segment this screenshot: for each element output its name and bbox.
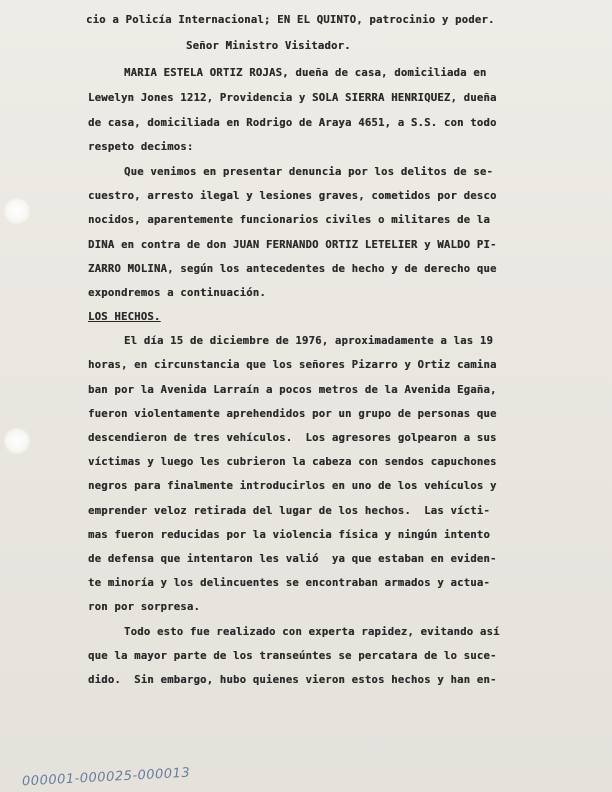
- text-line: MARIA ESTELA ORTIZ ROJAS, dueña de casa, domiciliada en: [124, 67, 487, 79]
- text-line: El día 15 de diciembre de 1976, aproximadamente a las 19: [124, 335, 494, 347]
- text-line: ban por la Avenida Larraín a pocos metros de la Avenida Egaña,: [88, 384, 497, 396]
- text-line: Que venimos en presentar denuncia por los delitos de se-: [124, 166, 494, 178]
- text-line: nocidos, aparentemente funcionarios civiles o militares de la: [88, 214, 490, 226]
- text-line: te minoría y los delincuentes se encontraban armados y actua-: [88, 577, 490, 589]
- salutation: Señor Ministro Visitador.: [186, 40, 351, 52]
- punch-hole-upper: [4, 198, 30, 224]
- text-line: de casa, domiciliada en Rodrigo de Araya 4651, a S.S. con todo: [88, 117, 497, 129]
- text-line: DINA en contra de don JUAN FERNANDO ORTIZ LETELIER y WALDO PI-: [88, 239, 497, 251]
- text-line: cuestro, arresto ilegal y lesiones graves, cometidos por desco: [88, 190, 497, 202]
- text-line: que la mayor parte de los transeúntes se percatara de lo suce-: [88, 650, 497, 662]
- text-line: negros para finalmente introducirlos en uno de los vehículos y: [88, 480, 497, 492]
- text-line: horas, en circunstancia que los señores Pizarro y Ortiz camina: [88, 359, 497, 371]
- text-line: ron por sorpresa.: [88, 601, 201, 613]
- text-line: dido. Sin embargo, hubo quienes vieron estos hechos y han en-: [88, 674, 497, 686]
- text-line: cio a Policía Internacional; EN EL QUINTO, patrocinio y poder.: [86, 14, 495, 26]
- text-line: descendieron de tres vehículos. Los agresores golpearon a sus: [88, 432, 497, 444]
- text-line: mas fueron reducidas por la violencia física y ningún intento: [88, 529, 490, 541]
- punch-hole-lower: [4, 428, 30, 454]
- text-line: expondremos a continuación.: [88, 287, 266, 299]
- text-line: de defensa que intentaron les valió ya que estaban en eviden-: [88, 553, 497, 565]
- text-line: respeto decimos:: [88, 141, 194, 153]
- text-line: ZARRO MOLINA, según los antecedentes de hecho y de derecho que: [88, 263, 497, 275]
- text-line: Todo esto fue realizado con experta rapidez, evitando así: [124, 626, 500, 638]
- archive-stamp-number: 000001-000025-000013: [21, 765, 191, 790]
- section-heading: LOS HECHOS.: [88, 311, 161, 323]
- text-line: Lewelyn Jones 1212, Providencia y SOLA SIERRA HENRIQUEZ, dueña: [88, 92, 497, 104]
- text-line: fueron violentamente aprehendidos por un grupo de personas que: [88, 408, 497, 420]
- text-line: emprender veloz retirada del lugar de los hechos. Las vícti-: [88, 505, 490, 517]
- text-line: víctimas y luego les cubrieron la cabeza con sendos capuchones: [88, 456, 497, 468]
